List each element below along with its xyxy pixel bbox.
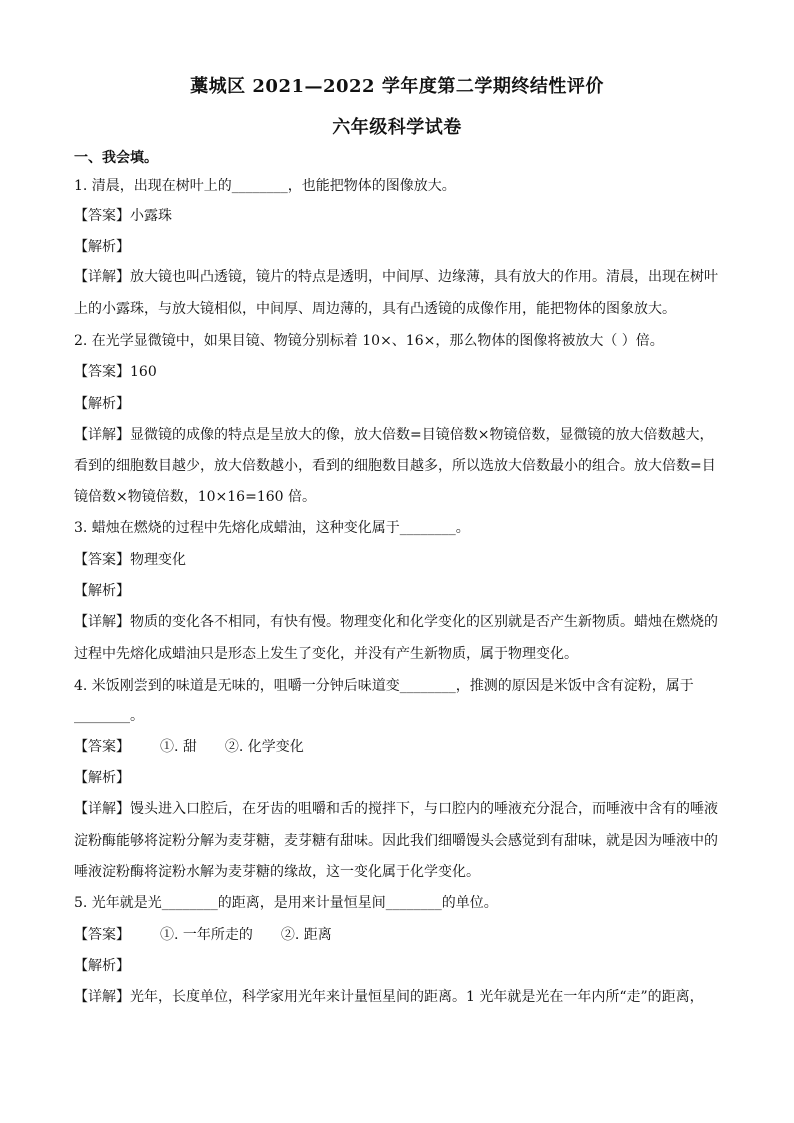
answer-part-2: ②. 化学变化 — [224, 739, 304, 755]
answer-value: 小露珠 — [130, 208, 172, 224]
question-3-answer — [74, 550, 724, 570]
question-2-answer — [74, 362, 724, 382]
question-4-stem-cont: ________。 — [74, 708, 144, 724]
answer-part-1: ①. 甜 — [160, 739, 197, 755]
question-4-detail-cont-2: 唾液淀粉酶将淀粉水解为麦芽糖的缘故，这一变化属于化学变化。 — [74, 864, 480, 880]
answer-label: 【答案】 — [74, 552, 130, 568]
question-2-detail-cont-1: 看到的细胞数目越少，放大倍数越小，看到的细胞数目越多，所以选放大倍数最小的组合。放大倍数=目 — [74, 458, 716, 474]
answer-value: 物理变化 — [130, 552, 186, 568]
answer-part-2: ②. 距离 — [280, 927, 332, 943]
detail-label: 【详解】 — [74, 427, 130, 443]
answer-label: 【答案】 — [74, 364, 130, 380]
detail-label: 【详解】 — [74, 801, 130, 817]
question-2-detail: 【详解】显微镜的成像的特点是呈放大的像，放大倍数=目镜倍数×物镜倍数，显微镜的放大倍数越大， — [74, 427, 714, 443]
question-3-stem: 3. 蜡烛在燃烧的过程中先熔化成蜡油，这种变化属于________。 — [74, 520, 470, 536]
section-heading: 一、我会填。 — [74, 150, 158, 166]
answer-part-1: ①. 一年所走的 — [160, 927, 253, 943]
question-2-stem: 2. 在光学显微镜中，如果目镜、物镜分别标着 10×、16×，那么物体的图像将被放大（ ）倍。 — [74, 333, 664, 349]
answer-value: 160 — [130, 364, 157, 380]
question-5-answer — [74, 925, 724, 945]
question-4-detail-cont-1: 淀粉酶能够将淀粉分解为麦芽糖，麦芽糖有甜味。因此我们细嚼馒头会感觉到有甜味，就是因为唾液中的 — [74, 833, 718, 849]
detail-label: 【详解】 — [74, 614, 130, 630]
question-5-detail: 【详解】光年，长度单位，科学家用光年来计量恒星间的距离。1 光年就是光在一年内所“走”的距离， — [74, 989, 704, 1005]
question-1-analysis: 【解析】 — [74, 239, 130, 255]
page-subtitle: 六年级科学试卷 — [332, 117, 462, 138]
detail-label: 【详解】 — [74, 269, 130, 285]
answer-label: 【答案】 — [74, 739, 130, 755]
question-3-detail-cont: 过程中先熔化成蜡油只是形态上发生了变化，并没有产生新物质，属于物理变化。 — [74, 646, 578, 662]
page-title: 藁城区 2021—2022 学年度第二学期终结性评价 — [190, 76, 604, 97]
question-1-answer — [74, 206, 724, 226]
detail-label: 【详解】 — [74, 989, 130, 1005]
question-1-detail-cont: 上的小露珠，与放大镜相似，中间厚、周边薄的，具有凸透镜的成像作用，能把物体的图象放大。 — [74, 301, 676, 317]
question-2-detail-cont-2: 镜倍数×物镜倍数，10×16=160 倍。 — [74, 489, 316, 505]
question-4-stem: 4. 米饭刚尝到的味道是无味的，咀嚼一分钟后味道变________，推测的原因是米饭中含有淀粉，属于 — [74, 678, 694, 694]
question-3-detail: 【详解】物质的变化各不相同，有快有慢。物理变化和化学变化的区别就是否产生新物质。蜡烛在燃烧的 — [74, 614, 718, 630]
question-4-detail: 【详解】馒头进入口腔后，在牙齿的咀嚼和舌的搅拌下，与口腔内的唾液充分混合，而唾液中含有的唾液 — [74, 801, 718, 817]
question-5-analysis: 【解析】 — [74, 958, 130, 974]
answer-label: 【答案】 — [74, 927, 130, 943]
question-3-analysis: 【解析】 — [74, 583, 130, 599]
question-4-analysis: 【解析】 — [74, 770, 130, 786]
question-1-detail: 【详解】放大镜也叫凸透镜，镜片的特点是透明，中间厚、边缘薄，具有放大的作用。清晨，出现在树叶 — [74, 269, 718, 285]
question-4-answer — [74, 737, 724, 757]
question-2-analysis: 【解析】 — [74, 396, 130, 412]
answer-label: 【答案】 — [74, 208, 130, 224]
question-1-stem: 1. 清晨，出现在树叶上的________，也能把物体的图像放大。 — [74, 178, 456, 194]
question-5-stem: 5. 光年就是光________的距离，是用来计量恒星间________的单位。 — [74, 895, 498, 911]
